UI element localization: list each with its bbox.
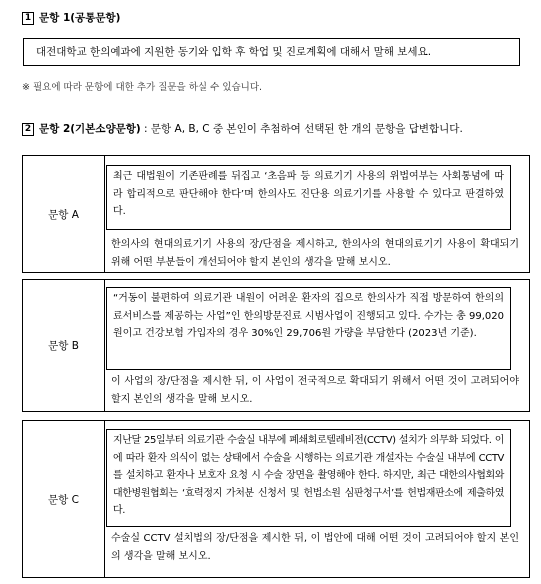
passage-box-c	[106, 429, 511, 527]
q2-title: 문항 2(기본소양문항)	[39, 123, 141, 135]
q2-heading	[22, 121, 463, 136]
q2-subtitle: : 문항 A, B, C 중 본인이 추첨하여 선택된 한 개의 문항을 답변합니다.	[140, 123, 463, 135]
q1-title: 문항 1(공통문항)	[39, 12, 121, 24]
passage-text-a: 최근 대법원이 기존판례를 뒤집고 ‘초음파 등 의료기기 사용의 위법여부는 사회통념에 따라 합리적으로 판단해야 한다’며 한의사도 진단용 의료기기를 사용할 수 있다고 판결하였다.	[113, 171, 504, 217]
passage-box-b	[106, 287, 511, 370]
q1-number-box: 1	[22, 12, 34, 25]
question-row-a	[22, 155, 530, 273]
question-text-c: 수술실 CCTV 설치법의 장/단점을 제시한 뒤, 이 법안에 대해 어떤 것이 고려되어야 할지 본인의 생각을 말해 보시오.	[111, 533, 519, 562]
question-row-b	[22, 279, 530, 412]
q1-prompt-box	[23, 38, 520, 66]
passage-text-c: 지난달 25일부터 의료기관 수술실 내부에 폐쇄회로텔레비전(CCTV) 설치가 의무화 되었다. 이에 따라 환자 의식이 없는 상태에서 수술을 시행하는 의료기관 개설자는 수술실 내부에 CCTV를 설치하고 환자나 보호자 요청 시 수술 장면을 촬영해야 한다. 하지만, 최근 대한의사협회와 대한병원협회는 ‘효력정지 가처분 신청서 및 헌법소원 심판청구서’를 헌법재판소에 제출하였다.	[113, 435, 504, 516]
question-label-b: 문항 B	[23, 280, 105, 411]
question-text-a: 한의사의 현대의료기기 사용의 장/단점을 제시하고, 한의사의 현대의료기기 사용이 확대되기 위해 어떤 부분들이 개선되어야 할지 본인의 생각을 말해 보시오.	[111, 239, 519, 268]
q1-prompt: 대전대학교 한의예과에 지원한 동기와 입학 후 학업 및 진로계획에 대해서 말해 보세요.	[36, 46, 432, 58]
question-text-b: 이 사업의 장/단점을 제시한 뒤, 이 사업이 전국적으로 확대되기 위해서 어떤 것이 고려되어야 할지 본인의 생각을 말해 보시오.	[111, 376, 519, 405]
passage-text-b: “거동이 불편하여 의료기관 내원이 어려운 환자의 집으로 한의사가 직접 방문하여 한의의료서비스를 제공하는 사업”인 한의방문진료 시범사업이 진행되고 있다. 수가는 총 99,020원이고 건강보험 가입자의 경우 30%인 29,706원 가량을 부담한다 (2023년 기준).	[113, 293, 504, 339]
question-row-c	[22, 420, 530, 578]
passage-box-a	[106, 165, 511, 230]
question-label-c: 문항 C	[23, 421, 105, 577]
question-label-a: 문항 A	[23, 156, 105, 272]
q2-number-box: 2	[22, 123, 34, 136]
q1-heading	[22, 10, 120, 25]
q1-note: ※ 필요에 따라 문항에 대한 추가 질문을 하실 수 있습니다.	[22, 82, 263, 93]
